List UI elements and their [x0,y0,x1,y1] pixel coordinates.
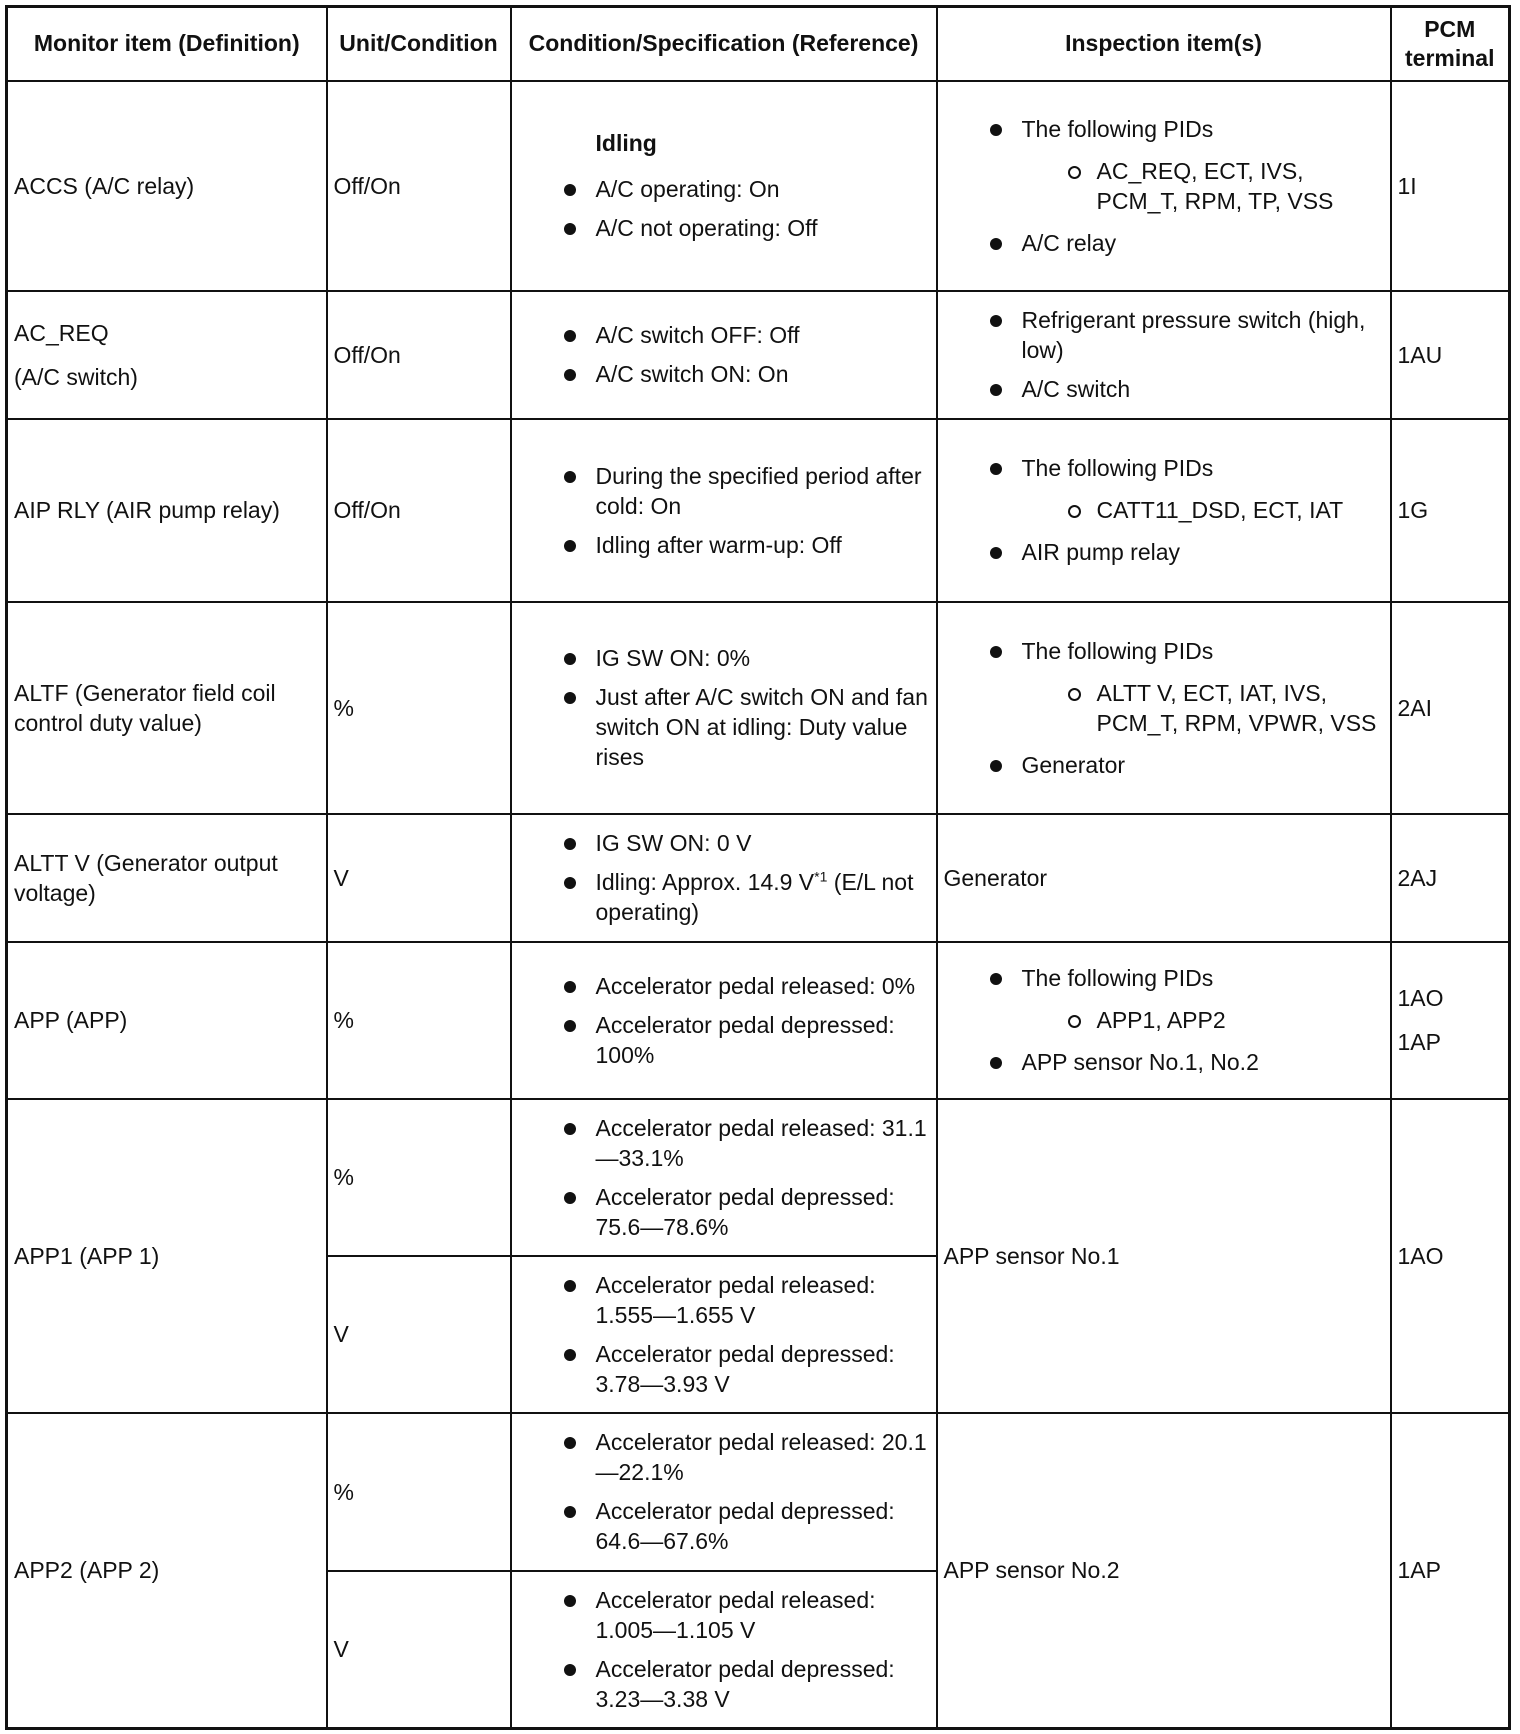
header-monitor-item: Monitor item (Definition) [7,7,327,81]
condition-text: (E/L not operating) [595,869,914,925]
table-row [7,1099,1510,1256]
condition-heading: Idling [595,129,657,156]
header-unit-condition: Unit/Condition [327,7,511,81]
pids-label: The following PIDs [1021,115,1214,142]
table-row [7,942,1510,1099]
list-item: During the specified period after cold: On [518,461,930,521]
list-item: Accelerator pedal released: 20.1—22.1% [518,1427,930,1487]
list-item: Accelerator pedal released: 1.555—1.655 V [518,1270,930,1330]
pids-label: The following PIDs [1021,455,1214,481]
list-item: IG SW ON: 0 V [518,828,930,858]
monitor-item-cell: APP2 (APP 2) [7,1413,327,1729]
list-item: Idling after warm-up: Off [518,530,930,560]
unit-cell: Off/On [327,291,511,419]
condition-cell [511,1571,937,1729]
unit-cell: V [327,814,511,942]
unit-cell: Off/On [327,81,511,291]
terminal-cell: 2AI [1391,602,1510,814]
inspection-cell: APP sensor No.2 [937,1413,1391,1729]
inspection-cell [937,602,1391,814]
list-item: A/C not operating: Off [518,213,930,243]
list-item: Generator [944,750,1384,780]
table-row [7,1413,1510,1571]
table-row [7,81,1510,291]
list-item: A/C switch OFF: Off [518,320,930,350]
list-item: A/C operating: On [518,174,930,204]
list-item: Refrigerant pressure switch (high, low) [944,305,1384,365]
inspection-cell [937,291,1391,419]
list-item: Accelerator pedal depressed: 75.6—78.6% [518,1182,930,1242]
terminal-cell: 1I [1391,81,1510,291]
inspection-cell: Generator [937,814,1391,942]
table-row [7,419,1510,602]
header-pcm-terminal: PCM terminal [1391,7,1510,81]
list-item: Accelerator pedal depressed: 64.6—67.6% [518,1496,930,1556]
condition-cell [511,1099,937,1256]
footnote-marker: *1 [814,868,828,885]
condition-cell [511,602,937,814]
header-inspection-items: Inspection item(s) [937,7,1391,81]
condition-cell [511,1256,937,1413]
monitor-item-cell: APP (APP) [7,942,327,1099]
unit-cell: V [327,1571,511,1729]
list-item [518,867,930,927]
table-row [7,814,1510,942]
list-item: A/C relay [944,228,1384,258]
unit-cell: % [327,1099,511,1256]
list-item: Accelerator pedal released: 1.005—1.105 V [518,1585,930,1645]
terminal-cell: 1AO [1391,1099,1510,1413]
unit-cell: % [327,602,511,814]
list-item [944,453,1384,525]
unit-cell: % [327,942,511,1099]
list-item [944,114,1384,216]
terminal-value: 1AO [1397,985,1444,1011]
pids-label: The following PIDs [1021,965,1214,991]
sub-list-item: APP1, APP2 [1022,1005,1384,1035]
terminal-cell: 1AU [1391,291,1510,419]
unit-cell: Off/On [327,419,511,602]
monitor-item-cell: ALTT V (Generator output voltage) [7,814,327,942]
sub-list-item: AC_REQ, ECT, IVS, PCM_T, RPM, TP, VSS [1022,156,1384,216]
inspection-cell: APP sensor No.1 [937,1099,1391,1413]
list-item [944,963,1384,1035]
list-item: Accelerator pedal depressed: 100% [518,1010,930,1070]
inspection-cell [937,419,1391,602]
list-item: Accelerator pedal depressed: 3.78—3.93 V [518,1339,930,1399]
inspection-cell [937,81,1391,291]
terminal-cell: 2AJ [1391,814,1510,942]
condition-cell [511,291,937,419]
terminal-value: 1AP [1397,1029,1441,1055]
pid-monitor-table [5,5,1511,1730]
list-item: A/C switch [944,374,1384,404]
list-item: Just after A/C switch ON and fan switch ON at idling: Duty value rises [518,682,930,772]
monitor-item-cell: ACCS (A/C relay) [7,81,327,291]
condition-cell [511,81,937,291]
monitor-item-cell [7,291,327,419]
unit-cell: % [327,1413,511,1571]
list-item: Accelerator pedal released: 31.1—33.1% [518,1113,930,1173]
condition-text: Idling: Approx. 14.9 V [595,869,815,895]
condition-cell [511,814,937,942]
condition-cell [511,1413,937,1571]
list-item: APP sensor No.1, No.2 [944,1047,1384,1077]
unit-cell: V [327,1256,511,1413]
condition-cell [511,419,937,602]
monitor-item-cell: AIP RLY (AIR pump relay) [7,419,327,602]
list-item [944,636,1384,738]
terminal-cell: 1AP [1391,1413,1510,1729]
terminal-cell [1391,942,1510,1099]
inspection-cell [937,942,1391,1099]
list-item: A/C switch ON: On [518,359,930,389]
list-item: Accelerator pedal released: 0% [518,971,930,1001]
list-item: Accelerator pedal depressed: 3.23—3.38 V [518,1654,930,1714]
list-item: IG SW ON: 0% [518,643,930,673]
monitor-item-line: AC_REQ [14,319,109,346]
monitor-item-cell: ALTF (Generator field coil control duty value) [7,602,327,814]
condition-cell [511,942,937,1099]
monitor-item-line: (A/C switch) [14,363,138,390]
header-condition-specification: Condition/Specification (Reference) [511,7,937,81]
list-item: AIR pump relay [944,537,1384,567]
sub-list-item: CATT11_DSD, ECT, IAT [1022,495,1384,525]
monitor-item-cell: APP1 (APP 1) [7,1099,327,1413]
table-header-row [7,7,1510,81]
terminal-cell: 1G [1391,419,1510,602]
table-row [7,602,1510,814]
table-row [7,291,1510,419]
pids-label: The following PIDs [1021,637,1214,664]
sub-list-item: ALTT V, ECT, IAT, IVS, PCM_T, RPM, VPWR, VSS [1022,678,1384,738]
